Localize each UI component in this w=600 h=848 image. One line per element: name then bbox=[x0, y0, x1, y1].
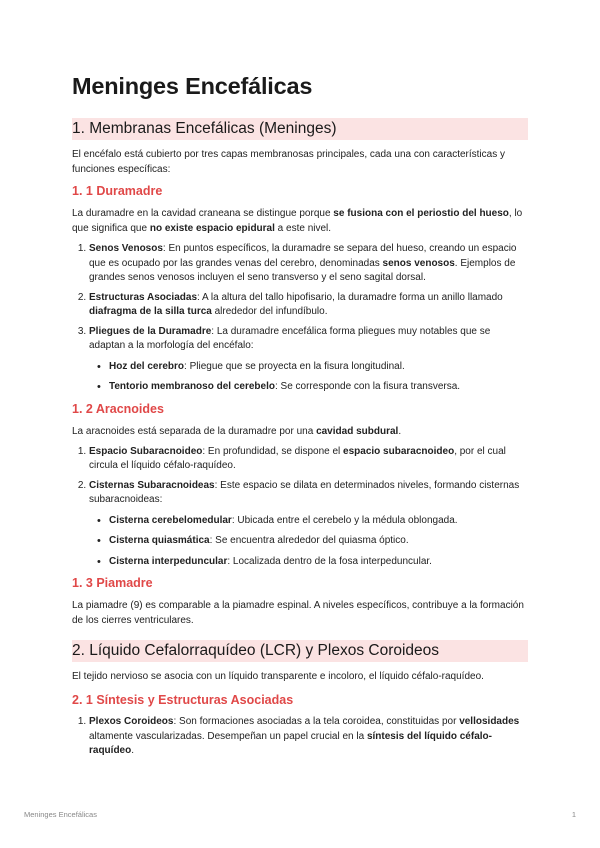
paragraph-aracnoides: La aracnoides está separada de la duramadre por una cavidad subdural. bbox=[72, 425, 402, 437]
list-aracnoides bbox=[72, 445, 528, 570]
list-item: 1. Plexos Coroideos: Son formaciones asociadas a la tela coroidea, constituidas por vellosidades altamente vascularizadas. Desempeñan un papel crucial en la síntesis del líquido céfalo-raquídeo. bbox=[89, 715, 528, 759]
page-footer bbox=[24, 810, 576, 819]
paragraph-lcr-intro: El tejido nervioso se asocia con un líquido transparente e incoloro, el líquido céfalo-raquídeo. bbox=[72, 671, 484, 682]
list-item: 1. Espacio Subaracnoideo: En profundidad, se dispone el espacio subaracnoideo, por el cual circula el líquido céfalo-raquídeo. bbox=[89, 445, 528, 474]
bullet-item: • Cisterna quiasmática: Se encuentra alrededor del quiasma óptico. bbox=[109, 534, 528, 549]
bullet-item: • Cisterna interpeduncular: Localizada dentro de la fosa interpeduncular. bbox=[109, 555, 528, 570]
list-item: 2. Estructuras Asociadas: A la altura del tallo hipofisario, la duramadre forma un anillo llamado diafragma de la silla turca alrededor del infundíbulo. bbox=[89, 291, 528, 320]
list-plexos bbox=[72, 715, 528, 759]
footer-title: Meninges Encefálicas bbox=[24, 810, 97, 819]
subheading-sintesis: 2. 1 Síntesis y Estructuras Asociadas bbox=[72, 693, 294, 707]
list-item: 1. Senos Venosos: En puntos específicos, la duramadre se separa del hueso, creando un espacio que es ocupado por las grandes venas del cerebro, denominadas senos venosos. Ejemplos de grandes senos venosos incluyen el seno transverso y el seno sagital dorsal. bbox=[89, 242, 528, 286]
subheading-aracnoides: 1. 2 Aracnoides bbox=[72, 401, 164, 416]
bullet-list-cisternas bbox=[89, 514, 528, 570]
list-item: 2. Cisternas Subaracnoideas: Este espacio se dilata en determinados niveles, formando cisternas subaracnoideas: • Cisterna cerebelomedular: Ubicada entre el cerebelo y la médula oblongada. • Cisterna quiasmática: Se encuentra alrededor del quiasma óptico. • Cisterna interpeduncular: Localizada dentro de la fosa interpeduncular. bbox=[89, 479, 528, 570]
list-duramadre bbox=[72, 242, 528, 395]
bullet-item: • Cisterna cerebelomedular: Ubicada entre el cerebelo y la médula oblongada. bbox=[109, 514, 528, 529]
paragraph-duramadre: La duramadre en la cavidad craneana se distingue porque se fusiona con el periostio del hueso, lo que significa que no existe espacio epidural a este nivel. bbox=[72, 208, 523, 234]
section-heading-meninges: 1. Membranas Encefálicas (Meninges) bbox=[72, 118, 528, 140]
page-title: Meninges Encefálicas bbox=[72, 73, 313, 99]
paragraph-intro: El encéfalo está cubierto por tres capas membranosas principales, cada una con características y funciones específicas: bbox=[72, 149, 505, 175]
subheading-piamadre: 1. 3 Piamadre bbox=[72, 576, 153, 590]
paragraph-piamadre: La piamadre (9) es comparable a la piamadre espinal. A niveles específicos, contribuye a la formación de los cierres ventriculares. bbox=[72, 600, 524, 626]
subheading-duramadre: 1. 1 Duramadre bbox=[72, 184, 163, 198]
page-number: 1 bbox=[571, 810, 576, 819]
bullet-item: • Hoz del cerebro: Pliegue que se proyecta en la fisura longitudinal. bbox=[109, 360, 528, 375]
document-page bbox=[72, 72, 528, 765]
section-heading-lcr: 2. Líquido Cefalorraquídeo (LCR) y Plexos Coroideos bbox=[72, 640, 528, 662]
bullet-list-pliegues bbox=[89, 360, 528, 395]
list-item: 3. Pliegues de la Duramadre: La duramadre encefálica forma pliegues muy notables que se adaptan a la morfología del encéfalo: • Hoz del cerebro: Pliegue que se proyecta en la fisura longitudinal. • Tentorio membranoso del cerebelo: Se corresponde con la fisura transversa. bbox=[89, 325, 528, 395]
bullet-item: • Tentorio membranoso del cerebelo: Se corresponde con la fisura transversa. bbox=[109, 380, 528, 395]
